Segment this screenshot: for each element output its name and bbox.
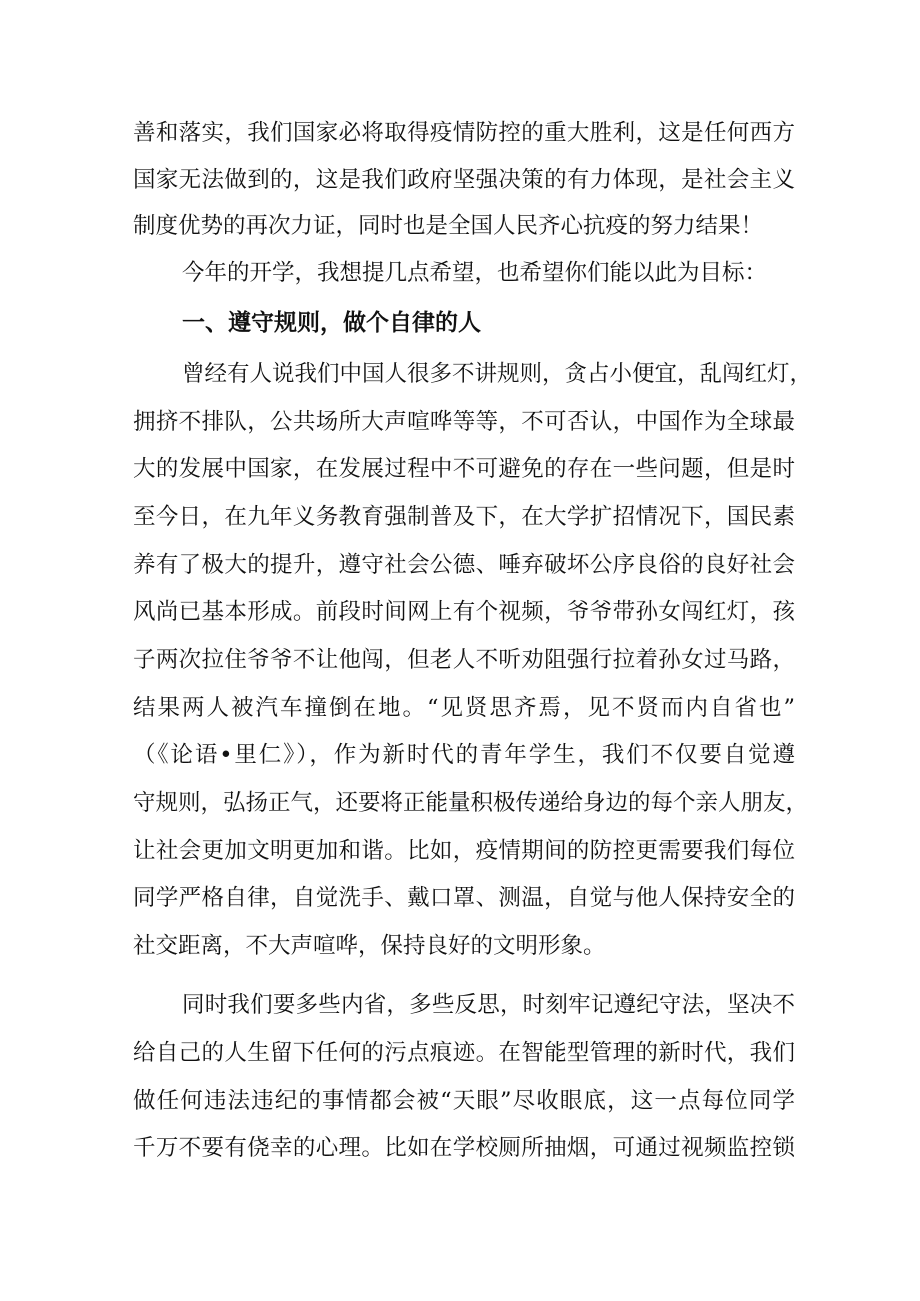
paragraph-line: 同时我们要多些内省，多些反思，时刻牢记遵纪守法，坚决不 <box>182 992 795 1018</box>
paragraph-line: 至今日，在九年义务教育强制普及下，在大学扩招情况下，国民素 <box>133 504 795 530</box>
paragraph-line: 国家无法做到的，这是我们政府坚强决策的有力体现，是社会主义 <box>133 167 795 193</box>
section-heading: 一、遵守规则，做个自律的人 <box>182 310 481 336</box>
paragraph-line: 大的发展中国家，在发展过程中不可避免的存在一些问题，但是时 <box>133 456 795 482</box>
paragraph-line: 结果两人被汽车撞倒在地。“见贤思齐焉，见不贤而内自省也” <box>133 695 795 721</box>
paragraph-line: 曾经有人说我们中国人很多不讲规则，贪占小便宜，乱闯红灯， <box>182 361 813 387</box>
paragraph-line: （《论语•里仁》），作为新时代的青年学生，我们不仅要自觉遵 <box>133 742 795 768</box>
paragraph-line: 给自己的人生留下任何的污点痕迹。在智能型管理的新时代，我们 <box>133 1040 795 1066</box>
paragraph-line: 拥挤不排队，公共场所大声喧哗等等，不可否认，中国作为全球最 <box>133 409 795 435</box>
paragraph-line: 今年的开学，我想提几点希望，也希望你们能以此为目标： <box>182 260 768 286</box>
paragraph-line: 制度优势的再次力证，同时也是全国人民齐心抗疫的努力结果！ <box>133 213 764 239</box>
paragraph-line: 让社会更加文明更加和谐。比如，疫情期间的防控更需要我们每位 <box>133 838 795 864</box>
paragraph-line: 社交距离，不大声喧哗，保持良好的文明形象。 <box>133 933 606 959</box>
paragraph-line: 守规则，弘扬正气，还要将正能量积极传递给身边的每个亲人朋友， <box>133 790 809 816</box>
paragraph-line: 善和落实，我们国家必将取得疫情防控的重大胜利，这是任何西方 <box>133 120 795 146</box>
paragraph-line: 子两次拉住爷爷不让他闯，但老人不听劝阻强行拉着孙女过马路， <box>133 647 795 673</box>
paragraph-line: 风尚已基本形成。前段时间网上有个视频，爷爷带孙女闯红灯，孩 <box>133 599 795 625</box>
paragraph-line: 做任何违法违纪的事情都会被“天眼”尽收眼底，这一点每位同学 <box>133 1088 795 1114</box>
paragraph-line: 养有了极大的提升，遵守社会公德、唾弃破坏公序良俗的良好社会 <box>133 552 795 578</box>
paragraph-line: 同学严格自律，自觉洗手、戴口罩、测温，自觉与他人保持安全的 <box>133 885 795 911</box>
paragraph-line: 千万不要有侥幸的心理。比如在学校厕所抽烟，可通过视频监控锁 <box>133 1135 795 1161</box>
